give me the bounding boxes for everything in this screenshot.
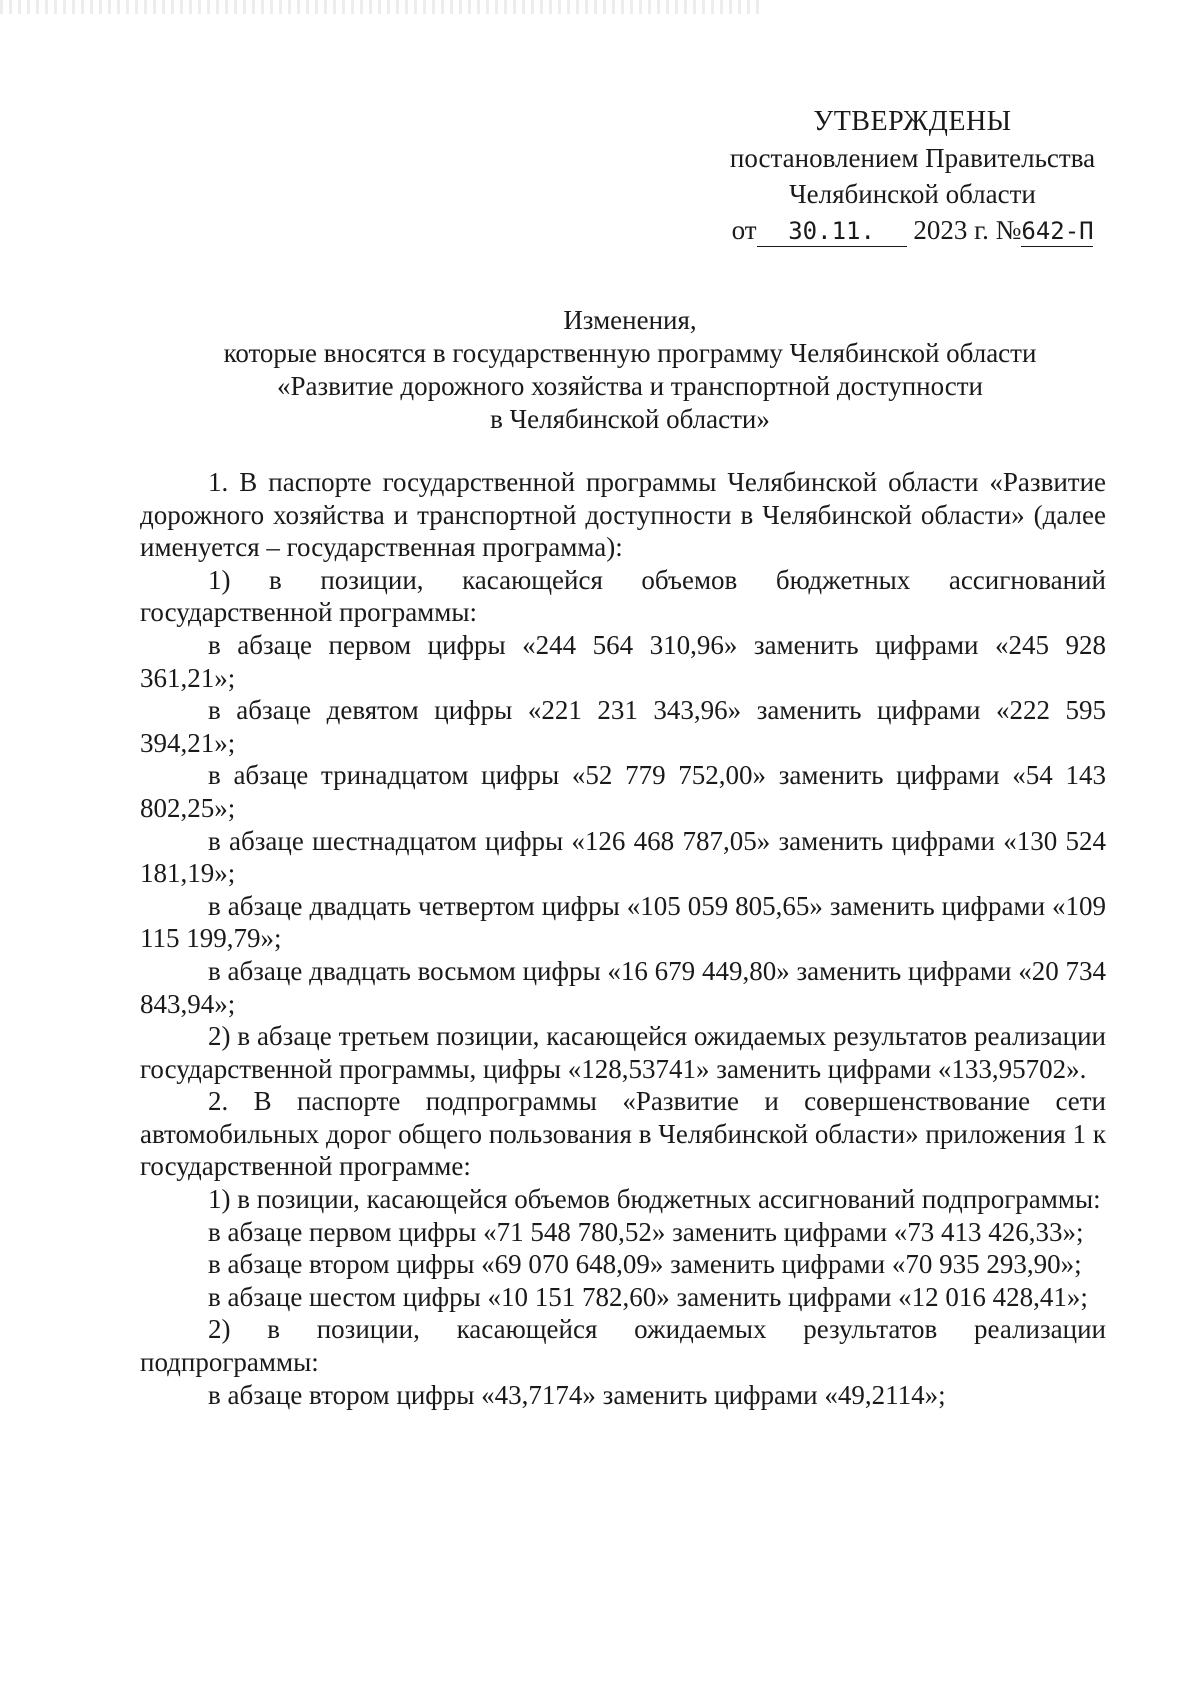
document-number-field: 642-П <box>1021 217 1094 245</box>
approval-date-line <box>720 212 1105 248</box>
paragraph: в абзаце девятом цифры «221 231 343,96» заменить цифрами «222 595 394,21»; <box>140 695 1106 758</box>
year-and-number-label: 2023 г. № <box>913 215 1022 245</box>
paragraph: 1) в позиции, касающейся объемов бюджетных ассигнований государственной программы: <box>140 564 1106 628</box>
paragraph: в абзаце первом цифры «244 564 310,96» заменить цифрами «245 928 361,21»; <box>140 629 1106 693</box>
paragraph: в абзаце двадцать четвертом цифры «105 059 805,65» заменить цифрами «109 115 199,79»; <box>140 890 1106 954</box>
paragraph: 1) в позиции, касающейся объемов бюджетных ассигнований подпрограммы: <box>208 1184 1101 1215</box>
approval-line-region: Челябинской области <box>789 179 1036 209</box>
paragraph: в абзаце шестнадцатом цифры «126 468 787,05» заменить цифрами «130 524 181,19»; <box>140 825 1106 889</box>
paragraph: 2) в абзаце третьем позиции, касающейся ожидаемых результатов реализации государственной программы, цифры «128,53741» заменить цифрами «133,95702». <box>140 1021 1106 1084</box>
approval-line-resolution: постановлением Правительства <box>729 143 1096 173</box>
date-prefix: от <box>731 215 757 245</box>
heading-title: Изменения, <box>563 305 697 335</box>
paragraph: в абзаце первом цифры «71 548 780,52» заменить цифрами «73 413 426,33»; <box>208 1216 1084 1247</box>
paragraph: 2. В паспорте подпрограммы «Развитие и совершенствование сети автомобильных дорог общего пользования в Челябинской области» приложения 1 к государственной программе: <box>140 1086 1106 1182</box>
paragraph: 1. В паспорте государственной программы Челябинской области «Развитие дорожного хозяйства и транспортной доступности в Челябинской области» (далее именуется – государственная программа): <box>140 467 1106 563</box>
document-heading <box>150 304 1110 436</box>
approval-title: УТВЕРЖДЕНЫ <box>813 106 1012 137</box>
paragraph: в абзаце двадцать восьмом цифры «16 679 449,80» заменить цифрами «20 734 843,94»; <box>140 955 1106 1019</box>
approval-block <box>720 104 1105 248</box>
heading-line-2: которые вносятся в государственную программу Челябинской области <box>223 338 1037 368</box>
paragraph: 2) в позиции, касающейся ожидаемых результатов реализации подпрограммы: <box>140 1314 1106 1378</box>
paragraph: в абзаце втором цифры «69 070 648,09» заменить цифрами «70 935 293,90»; <box>208 1249 1082 1280</box>
scan-edge-artifact <box>0 0 760 14</box>
heading-line-3: «Развитие дорожного хозяйства и транспортной доступности <box>276 371 983 401</box>
paragraph: в абзаце тринадцатом цифры «52 779 752,00» заменить цифрами «54 143 802,25»; <box>140 760 1106 823</box>
date-field: 30.11. <box>757 216 907 247</box>
document-body <box>140 466 1106 1411</box>
heading-line-4: в Челябинской области» <box>490 404 770 434</box>
paragraph: в абзаце втором цифры «43,7174» заменить цифрами «49,2114»; <box>208 1379 946 1410</box>
paragraph: в абзаце шестом цифры «10 151 782,60» заменить цифрами «12 016 428,41»; <box>208 1281 1088 1312</box>
